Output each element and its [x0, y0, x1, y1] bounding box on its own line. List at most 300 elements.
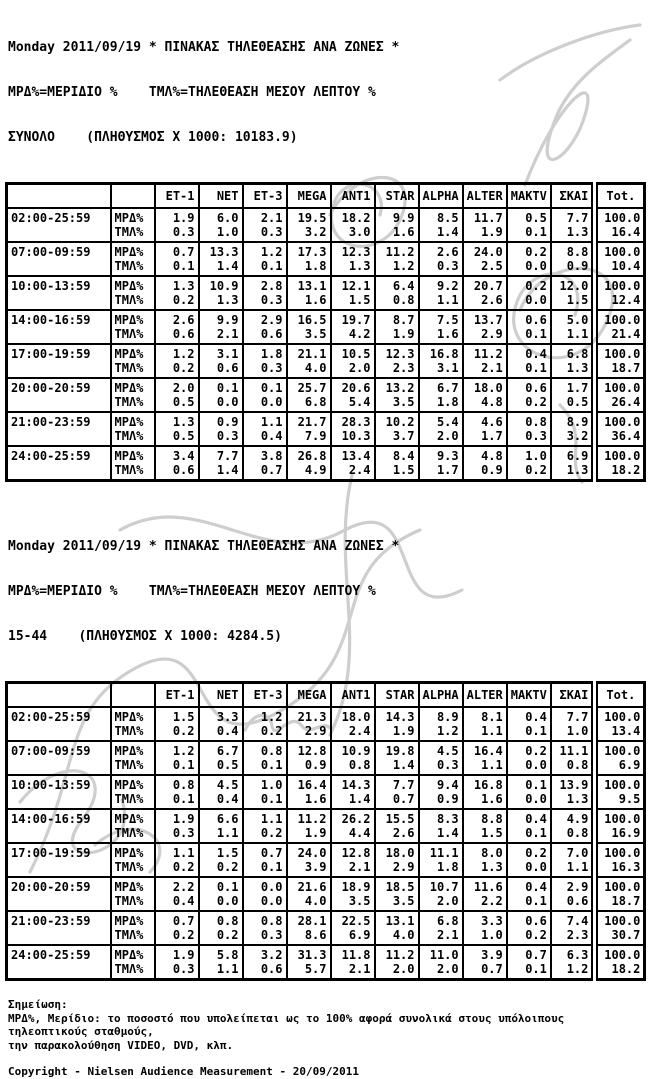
share-value: 100.0 [604, 449, 641, 463]
value-cell-star [375, 310, 419, 344]
rating-value: 10.4 [611, 259, 641, 273]
value-cell-et-3 [243, 809, 287, 843]
rating-value: 1.1 [566, 860, 589, 874]
value-cell-ant1 [331, 242, 375, 276]
value-cell-star [375, 809, 419, 843]
share-value: 3.3 [216, 710, 239, 724]
rating-value: 0.3 [172, 826, 195, 840]
rating-value: 0.3 [436, 758, 459, 772]
value-cell-tot- [595, 843, 645, 877]
footer-copyright: Copyright - Nielsen Audience Measurement - 20/09/2011 [8, 1065, 359, 1078]
column-header-tot-: Tot. [595, 184, 645, 209]
share-value: 100.0 [604, 415, 641, 429]
share-value: 1.3 [172, 279, 195, 293]
value-cell-net [199, 809, 243, 843]
share-value: 31.3 [297, 948, 327, 962]
rating-value: 0.7 [260, 463, 283, 477]
metric-label: ΜΡΔ% [114, 381, 144, 395]
metric-labels-cell [111, 775, 155, 809]
rating-value: 7.9 [304, 429, 327, 443]
report-population: ΣΥΝΟΛΟ (ΠΛΗΘΥΣΜΟΣ Χ 1000: 10183.9) [8, 130, 298, 145]
rating-value: 1.9 [392, 724, 415, 738]
share-value: 100.0 [604, 812, 641, 826]
value-cell-maktv [507, 877, 551, 911]
column-header-et-3: ET-3 [243, 184, 287, 209]
share-value: 0.8 [525, 415, 547, 429]
rating-value: 0.3 [260, 928, 283, 942]
value-cell-alpha [419, 809, 463, 843]
value-cell-star [375, 378, 419, 412]
rating-value: 2.9 [304, 724, 327, 738]
value-cell-alter [463, 344, 507, 378]
value-cell-net [199, 741, 243, 775]
rating-value: 0.4 [216, 724, 239, 738]
share-value: 8.5 [436, 211, 459, 225]
share-value: 0.1 [525, 778, 547, 792]
share-value: 18.0 [341, 710, 371, 724]
zone-row [7, 877, 645, 911]
rating-value: 2.2 [481, 894, 503, 908]
metric-labels-cell [111, 310, 155, 344]
share-value: 13.9 [559, 778, 589, 792]
share-value: 5.4 [436, 415, 459, 429]
rating-value: 1.1 [216, 962, 239, 976]
share-value: 10.7 [429, 880, 459, 894]
value-cell-tot- [595, 310, 645, 344]
zone-cell: 24:00-25:59 [7, 945, 111, 980]
value-cell-alter [463, 775, 507, 809]
share-value: 17.3 [297, 245, 327, 259]
metric-labels-cell [111, 446, 155, 481]
share-value: 7.4 [566, 914, 589, 928]
share-value: 100.0 [604, 211, 641, 225]
value-cell-ant1 [331, 412, 375, 446]
metric-label: ΜΡΔ% [114, 846, 144, 860]
value-cell-star [375, 877, 419, 911]
metric-label: ΜΡΔ% [114, 778, 144, 792]
report-legend: ΜΡΔ%=ΜΕΡΙΔΙΟ % ΤΜΛ%=ΤΗΛΕΘΕΑΣΗ ΜΕΣΟΥ ΛΕΠΤΟΥ % [8, 85, 376, 100]
value-cell-alpha [419, 378, 463, 412]
zone-row [7, 911, 645, 945]
share-value: 7.7 [566, 211, 589, 225]
share-value: 0.8 [172, 778, 195, 792]
rating-value: 0.5 [172, 395, 195, 409]
zone-column-header [7, 184, 111, 209]
share-value: 1.2 [260, 710, 283, 724]
share-value: 19.5 [297, 211, 327, 225]
rating-value: 1.3 [216, 293, 239, 307]
report-title: Monday 2011/09/19 * ΠΙΝΑΚΑΣ ΤΗΛΕΘΕΑΣΗΣ ΑΝΑ ΖΩΝΕΣ * [8, 539, 400, 554]
rating-value: 1.0 [216, 225, 239, 239]
value-cell-mega [287, 911, 331, 945]
value-cell-tot- [595, 208, 645, 242]
value-cell-mega [287, 741, 331, 775]
share-value: 16.5 [297, 313, 327, 327]
rating-value: 0.1 [172, 758, 195, 772]
zone-row [7, 276, 645, 310]
share-value: 0.8 [260, 744, 283, 758]
value-cell-et-1 [155, 344, 199, 378]
share-value: 9.4 [436, 778, 459, 792]
rating-value: 2.6 [481, 293, 503, 307]
report-header-total [8, 10, 648, 175]
value-cell-net [199, 775, 243, 809]
share-value: 11.1 [429, 846, 459, 860]
rating-value: 2.3 [566, 928, 589, 942]
rating-value: 1.1 [436, 293, 459, 307]
share-value: 4.8 [481, 449, 503, 463]
rating-value: 13.4 [611, 724, 641, 738]
rating-value: 0.6 [566, 894, 589, 908]
value-cell-net [199, 945, 243, 980]
rating-value: 1.7 [481, 429, 503, 443]
value-cell-mega [287, 877, 331, 911]
value-cell-et-3 [243, 775, 287, 809]
rating-value: 0.7 [392, 792, 415, 806]
share-value: 0.6 [525, 313, 547, 327]
rating-value: 2.1 [436, 928, 459, 942]
share-value: 2.9 [260, 313, 283, 327]
share-value: 6.6 [216, 812, 239, 826]
share-value: 8.7 [392, 313, 415, 327]
share-value: 0.0 [260, 880, 283, 894]
value-cell-tot- [595, 276, 645, 310]
zone-row [7, 843, 645, 877]
share-value: 6.4 [392, 279, 415, 293]
rating-value: 0.0 [260, 894, 283, 908]
rating-value: 0.3 [260, 293, 283, 307]
rating-value: 1.8 [436, 860, 459, 874]
value-cell-mega [287, 344, 331, 378]
share-value: 11.0 [429, 948, 459, 962]
rating-value: 0.1 [525, 724, 547, 738]
rating-value: 0.2 [172, 928, 195, 942]
share-value: 12.3 [341, 245, 371, 259]
rating-value: 0.1 [260, 758, 283, 772]
share-value: 18.5 [385, 880, 415, 894]
share-value: 8.9 [566, 415, 589, 429]
rating-value: 1.5 [392, 463, 415, 477]
value-cell-et-3 [243, 945, 287, 980]
share-value: 10.5 [341, 347, 371, 361]
rating-value: 3.2 [566, 429, 589, 443]
share-value: 0.4 [525, 880, 547, 894]
value-cell-et-3 [243, 877, 287, 911]
rating-value: 5.7 [304, 962, 327, 976]
metric-label: ΤΜΛ% [114, 225, 144, 239]
rating-value: 2.0 [436, 962, 459, 976]
value-cell-et-1 [155, 945, 199, 980]
value-cell-maktv [507, 310, 551, 344]
metric-label: ΜΡΔ% [114, 914, 144, 928]
share-value: 13.4 [341, 449, 371, 463]
zone-row [7, 741, 645, 775]
metric-label: ΤΜΛ% [114, 792, 144, 806]
rating-value: 0.1 [525, 962, 547, 976]
rating-value: 4.9 [304, 463, 327, 477]
rating-value: 8.6 [304, 928, 327, 942]
value-cell-σκαι [551, 310, 595, 344]
value-cell-ant1 [331, 877, 375, 911]
column-header-mega: MEGA [287, 683, 331, 708]
rating-value: 16.3 [611, 860, 641, 874]
metric-labels-cell [111, 741, 155, 775]
value-cell-net [199, 877, 243, 911]
value-cell-maktv [507, 208, 551, 242]
value-cell-et-3 [243, 707, 287, 741]
zone-cell: 21:00-23:59 [7, 412, 111, 446]
rating-value: 1.5 [566, 293, 589, 307]
rating-value: 1.9 [481, 225, 503, 239]
zone-cell: 14:00-16:59 [7, 310, 111, 344]
value-cell-net [199, 378, 243, 412]
value-cell-σκαι [551, 877, 595, 911]
share-value: 7.5 [436, 313, 459, 327]
column-header-tot-: Tot. [595, 683, 645, 708]
value-cell-ant1 [331, 310, 375, 344]
value-cell-alter [463, 242, 507, 276]
share-value: 18.2 [341, 211, 371, 225]
value-cell-ant1 [331, 208, 375, 242]
rating-value: 18.7 [611, 361, 641, 375]
metric-label: ΜΡΔ% [114, 313, 144, 327]
metric-labels-cell [111, 242, 155, 276]
rating-value: 2.0 [348, 361, 371, 375]
metric-label: ΤΜΛ% [114, 361, 144, 375]
value-cell-ant1 [331, 344, 375, 378]
report-legend: ΜΡΔ%=ΜΕΡΙΔΙΟ % ΤΜΛ%=ΤΗΛΕΘΕΑΣΗ ΜΕΣΟΥ ΛΕΠΤΟΥ % [8, 584, 376, 599]
rating-value: 0.1 [525, 361, 547, 375]
rating-value: 0.9 [566, 259, 589, 273]
value-cell-et-3 [243, 741, 287, 775]
share-value: 21.3 [297, 710, 327, 724]
value-cell-alter [463, 741, 507, 775]
share-value: 14.3 [385, 710, 415, 724]
value-cell-maktv [507, 276, 551, 310]
share-value: 0.8 [216, 914, 239, 928]
share-value: 18.0 [385, 846, 415, 860]
share-value: 0.1 [216, 381, 239, 395]
rating-value: 0.2 [525, 463, 547, 477]
share-value: 9.9 [392, 211, 415, 225]
share-value: 100.0 [604, 846, 641, 860]
column-header-ant1: ANT1 [331, 184, 375, 209]
metric-label: ΤΜΛ% [114, 293, 144, 307]
share-value: 12.3 [385, 347, 415, 361]
zone-cell: 02:00-25:59 [7, 208, 111, 242]
share-value: 100.0 [604, 948, 641, 962]
share-value: 1.9 [172, 948, 195, 962]
rating-value: 0.9 [481, 463, 503, 477]
value-cell-et-1 [155, 877, 199, 911]
share-value: 4.5 [436, 744, 459, 758]
zone-row [7, 446, 645, 481]
column-header-ant1: ANT1 [331, 683, 375, 708]
rating-value: 2.0 [436, 429, 459, 443]
rating-value: 2.5 [481, 259, 503, 273]
value-cell-σκαι [551, 446, 595, 481]
rating-value: 1.4 [216, 259, 239, 273]
value-cell-ant1 [331, 276, 375, 310]
rating-value: 3.2 [304, 225, 327, 239]
rating-value: 4.0 [392, 928, 415, 942]
rating-value: 1.4 [436, 225, 459, 239]
column-header-et-1: ET-1 [155, 184, 199, 209]
value-cell-star [375, 707, 419, 741]
rating-value: 0.0 [216, 894, 239, 908]
zone-cell: 20:00-20:59 [7, 877, 111, 911]
value-cell-et-1 [155, 276, 199, 310]
rating-value: 0.0 [525, 792, 547, 806]
rating-value: 0.0 [525, 293, 547, 307]
rating-value: 16.4 [611, 225, 641, 239]
share-value: 3.2 [260, 948, 283, 962]
zone-row [7, 707, 645, 741]
value-cell-star [375, 412, 419, 446]
value-cell-maktv [507, 344, 551, 378]
rating-value: 1.0 [566, 724, 589, 738]
value-cell-ant1 [331, 378, 375, 412]
value-cell-ant1 [331, 911, 375, 945]
value-cell-σκαι [551, 843, 595, 877]
value-cell-alpha [419, 945, 463, 980]
value-cell-alpha [419, 446, 463, 481]
rating-value: 2.3 [392, 361, 415, 375]
share-value: 8.0 [481, 846, 503, 860]
share-value: 16.8 [473, 778, 503, 792]
column-header-star: STAR [375, 184, 419, 209]
column-header-alter: ALTER [463, 184, 507, 209]
rating-value: 4.0 [304, 361, 327, 375]
value-cell-σκαι [551, 945, 595, 980]
metric-label: ΤΜΛ% [114, 429, 144, 443]
value-cell-et-3 [243, 344, 287, 378]
report-footer [8, 998, 648, 1079]
footer-spacer [8, 1052, 648, 1065]
rating-value: 0.2 [172, 724, 195, 738]
value-cell-net [199, 276, 243, 310]
metric-labels-cell [111, 945, 155, 980]
metric-label: ΜΡΔ% [114, 347, 144, 361]
value-cell-star [375, 775, 419, 809]
rating-value: 0.8 [566, 758, 589, 772]
value-cell-alter [463, 412, 507, 446]
metric-label: ΜΡΔ% [114, 449, 144, 463]
rating-value: 0.3 [525, 429, 547, 443]
value-cell-alter [463, 208, 507, 242]
share-value: 11.2 [385, 245, 415, 259]
rating-value: 2.6 [392, 826, 415, 840]
rating-value: 0.8 [392, 293, 415, 307]
share-value: 100.0 [604, 347, 641, 361]
share-value: 1.2 [172, 347, 195, 361]
zone-cell: 17:00-19:59 [7, 843, 111, 877]
share-value: 20.6 [341, 381, 371, 395]
share-value: 24.0 [297, 846, 327, 860]
share-value: 13.1 [385, 914, 415, 928]
rating-value: 0.3 [172, 225, 195, 239]
share-value: 0.5 [525, 211, 547, 225]
rating-value: 1.7 [436, 463, 459, 477]
footer-note-line2: την παρακολούθηση VIDEO, DVD, κλπ. [8, 1038, 234, 1052]
rating-value: 18.2 [611, 962, 641, 976]
rating-value: 2.4 [348, 724, 371, 738]
value-cell-alter [463, 378, 507, 412]
footer-note-title: Σημείωση: [8, 998, 68, 1011]
share-value: 0.7 [172, 914, 195, 928]
value-cell-net [199, 208, 243, 242]
value-cell-alpha [419, 208, 463, 242]
report-title: Monday 2011/09/19 * ΠΙΝΑΚΑΣ ΤΗΛΕΘΕΑΣΗΣ ΑΝΑ ΖΩΝΕΣ * [8, 40, 400, 55]
rating-value: 2.9 [481, 327, 503, 341]
value-cell-et-3 [243, 208, 287, 242]
rating-value: 0.1 [525, 327, 547, 341]
share-value: 0.2 [525, 279, 547, 293]
value-cell-ant1 [331, 741, 375, 775]
share-value: 12.0 [559, 279, 589, 293]
rating-value: 4.2 [348, 327, 371, 341]
share-value: 1.1 [260, 415, 283, 429]
column-header-et-3: ET-3 [243, 683, 287, 708]
value-cell-et-3 [243, 911, 287, 945]
rating-value: 0.0 [525, 860, 547, 874]
value-cell-mega [287, 775, 331, 809]
column-header-σκαι: ΣΚΑΙ [551, 683, 595, 708]
value-cell-net [199, 446, 243, 481]
rating-value: 3.5 [392, 894, 415, 908]
rating-value: 0.6 [172, 327, 195, 341]
metric-label: ΜΡΔ% [114, 415, 144, 429]
value-cell-et-1 [155, 242, 199, 276]
rating-value: 0.1 [260, 792, 283, 806]
section-total [0, 10, 648, 482]
rating-value: 3.0 [348, 225, 371, 239]
metric-label: ΤΜΛ% [114, 327, 144, 341]
share-value: 2.8 [260, 279, 283, 293]
share-value: 8.8 [566, 245, 589, 259]
share-value: 4.9 [566, 812, 589, 826]
rating-value: 2.1 [348, 962, 371, 976]
share-value: 0.7 [172, 245, 195, 259]
value-cell-σκαι [551, 378, 595, 412]
rating-value: 0.6 [216, 361, 239, 375]
rating-value: 0.2 [216, 860, 239, 874]
zone-row [7, 310, 645, 344]
metric-label: ΜΡΔ% [114, 948, 144, 962]
value-cell-et-3 [243, 276, 287, 310]
value-cell-net [199, 911, 243, 945]
value-cell-alpha [419, 843, 463, 877]
share-value: 13.7 [473, 313, 503, 327]
share-value: 11.2 [297, 812, 327, 826]
value-cell-alter [463, 911, 507, 945]
value-cell-σκαι [551, 741, 595, 775]
share-value: 100.0 [604, 710, 641, 724]
rating-value: 0.9 [304, 758, 327, 772]
rating-value: 1.5 [481, 826, 503, 840]
rating-value: 1.6 [304, 792, 327, 806]
rating-value: 6.9 [348, 928, 371, 942]
metric-label: ΤΜΛ% [114, 826, 144, 840]
share-value: 1.3 [172, 415, 195, 429]
value-cell-tot- [595, 945, 645, 980]
metric-labels-cell [111, 208, 155, 242]
value-cell-σκαι [551, 242, 595, 276]
zone-cell: 20:00-20:59 [7, 378, 111, 412]
value-cell-et-1 [155, 446, 199, 481]
value-cell-star [375, 344, 419, 378]
share-value: 3.4 [172, 449, 195, 463]
